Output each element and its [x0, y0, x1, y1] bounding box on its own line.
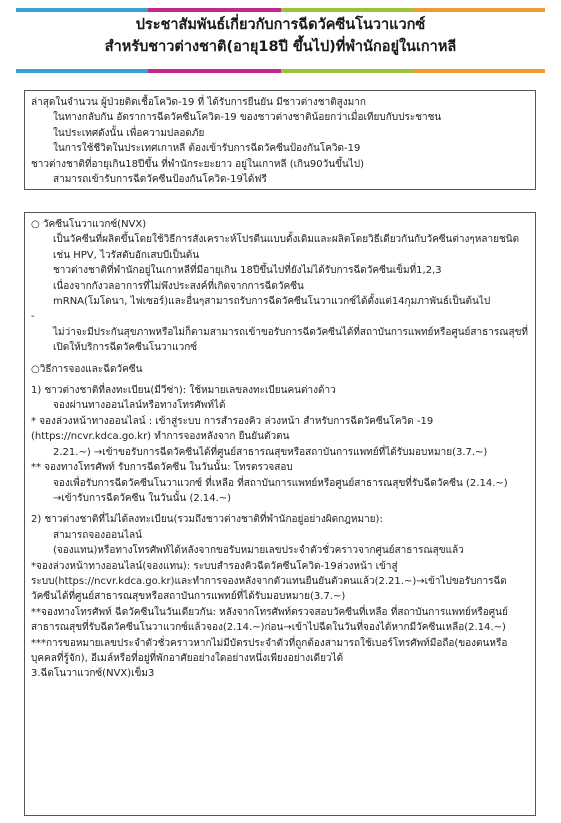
booking-item: 2) ชาวต่างชาติที่ไม่ได้ลงทะเบียน(รวมถึงชาวต่างชาติที่พำนักอยู่อย่างผิดกฎหมาย):: [31, 514, 383, 526]
summary-line: ในประเทศดังนั้น เพื่อความปลอดภัย: [53, 127, 205, 139]
bar-orange: [413, 69, 545, 73]
booking-item: *จองล่วงหน้าทางออนไลน์(จองแทน): ระบบสำรองคิวฉีดวัคซีนโควิด-19ล่วงหน้า เข้าสู่ระบบ(https://ncvr.kdca.go.kr)และทำการจองหลังจากตัวแทนยืนยันตัวตนแล้ว(2.21.~)→เข้าไปขอรับการฉีดวัคซีนได้ที่ศูนย์สาธารณสุขหรือสถาบันการแพทย์ที่ได้รับมอบหมาย(3.7.~): [31, 560, 507, 603]
dash-separator: -: [31, 311, 35, 323]
nvx-paragraph: เนื่องจากกังวลอาการที่ไม่พึงประสงค์ที่เกิดจากการฉีดวัคซีน: [53, 280, 304, 292]
summary-line: สามารถเข้ารับการฉีดวัคซีนป้องกันโควิด-19ได้ฟรี: [53, 174, 267, 186]
summary-box: [24, 90, 536, 190]
title-underline-bar: [16, 69, 545, 73]
booking-item: **จองทางโทรศัพท์ ฉีดวัคซีนในวันเดียวกัน: หลังจากโทรศัพท์ตรวจสอบวัคซีนที่เหลือ ที่สถาบันการแพทย์หรือศูนย์สาธารณสุขที่รับฉีดวัคซีนโนวาแวกซ์แล้วจอง(2.14.~)ก่อน→เข้าไปฉีดในวันที่จองได้หากมีวัคซีนเหลือ(2.14.~): [31, 606, 508, 634]
title-line-1: ประชาสัมพันธ์เกี่ยวกับการฉีดวัคซีนโนวาแวกซ์: [135, 17, 426, 33]
title-line-2: สำหรับชาวต่างชาติ(อายุ18ปี ขึ้นไป)ที่พำนักอยู่ในเกาหลี: [104, 39, 457, 55]
bar-orange: [413, 8, 545, 12]
nvx-paragraph: ไม่ว่าจะมีประกันสุขภาพหรือไม่ก็ตามสามารถเข้าขอรับการฉีดวัคซีนได้ที่สถาบันการแพทย์หรือศูนย์สาธารณสุขที่เปิดให้บริการฉีดวัคซีนโนวาแวกซ์: [53, 326, 529, 354]
section-heading-booking: ○วิธีการจองและฉีดวัคซีน: [31, 363, 143, 375]
booking-item: 1) ชาวต่างชาติที่ลงทะเบียน(มีวีซ่า): ใช้หมายเลขลงทะเบียนคนต่างด้าว: [31, 385, 336, 397]
booking-item: ** จองทางโทรศัพท์ รับการฉีดวัคซีน ในวันนั้น: โทรตรวจสอบ: [31, 462, 293, 474]
nvx-paragraph: ชาวต่างชาติที่พำนักอยู่ในเกาหลีที่มีอายุเกิน 18ปีขึ้นไปที่ยังไม่ได้รับการฉีดวัคซีนเข็มที่1,2,3: [53, 265, 442, 277]
summary-line: ล่าสุดในจำนวน ผู้ป่วยติดเชื้อโควิด-19 ที่ ได้รับการยืนยัน มีชาวต่างชาติสูงมาก: [31, 97, 366, 108]
summary-line: ในการใช้ชีวิตในประเทศเกาหลี ต้องเข้ารับการฉีดวัคซีนป้องกันโควิด-19: [53, 143, 361, 155]
bar-blue: [16, 8, 148, 12]
booking-item: จองเพื่อรับการฉีดวัคซีนโนวาแวกซ์ ที่เหลือ ที่สถาบันการแพทย์หรือศูนย์สาธารณสุขที่รับฉีดวัคซีน (2.14.~) →เข้ารับการฉีดวัคซีน ในวันนั้น (2.14.~): [53, 477, 508, 504]
bar-green: [281, 8, 413, 12]
top-color-bar: [16, 8, 545, 12]
booking-item: จองผ่านทางออนไลน์หรือทางโทรศัพท์ได้: [53, 400, 226, 412]
booking-item: ***การขอหมายเลขประจำตัวชั่วคราวหากไม่มีบัตรประจำตัวที่ถูกต้องสามารถใช้เบอร์โทรศัพท์มือถือ(ของตนหรือบุคคลที่รู้จัก), อีเมล์หรือที่อยู่ที่พักอาศัยอย่างใดอย่างหนึ่งเพียงอย่างเดียวได้: [31, 637, 508, 664]
bar-green: [281, 69, 413, 73]
booking-item: (จองแทน)หรือทางโทรศัพท์ได้หลังจากขอรับหมายเลขประจำตัวชั่วคราวจากศูนย์สาธารณสุขแล้ว: [53, 545, 464, 557]
summary-line: ในทางกลับกัน อัตราการฉีดวัคซีนโควิด-19 ของชาวต่างชาติน้อยกว่าเมื่อเทียบกับประชาชน: [53, 112, 442, 124]
booking-item: สามารถจองออนไลน์: [53, 529, 142, 541]
booking-item: * จองล่วงหน้าทางออนไลน์ : เข้าสู่ระบบ การสำรองคิว ล่วงหน้า สำหรับการฉีดวัคซีนโควิด -19 (https://ncvr.kdca.go.kr) ทำการจองหลังจาก ยืนยันตัวตน: [31, 415, 434, 443]
section-heading-third-dose: 3.ฉีดโนวาแวกซ์(NVX)เข็ม3: [31, 668, 155, 680]
booking-item: 2.21.~) →เข้าขอรับการฉีดวัคซีนได้ที่ศูนย์สาธารณสุขหรือสถาบันการแพทย์ที่ได้รับมอบหมาย(3.7.~): [53, 446, 488, 458]
summary-line: ชาวต่างชาติที่อายุเกิน18ปีขึ้น ที่พำนักระยะยาว อยู่ในเกาหลี (เกิน90วันขึ้นไป): [31, 158, 365, 170]
bar-magenta: [148, 8, 280, 12]
bar-magenta: [148, 69, 280, 73]
details-box: [24, 212, 536, 816]
section-heading-nvx: ○ วัคซีนโนวาแวกซ์(NVX): [31, 219, 147, 230]
nvx-paragraph: mRNA(โมโดนา, ไฟเซอร์)และอื่นๆสามารถรับการฉีดวัคซีนโนวาแวกซ์ได้ตั้งแต่14กุมภาพันธ์เป็นต้นไป: [53, 296, 491, 308]
page-title: [16, 14, 545, 58]
bar-blue: [16, 69, 148, 73]
nvx-paragraph: เป็นวัคซีนที่ผลิตขึ้นโดยใช้วิธีการสังเคราะห์โปรตีนแบบดั้งเดิมและผลิตโดยวิธีเดียวกันกับวัคซีนต่างๆหลายชนิดเช่น HPV, ไวรัสตับอักเสบบีเป็นต้น: [53, 234, 520, 261]
